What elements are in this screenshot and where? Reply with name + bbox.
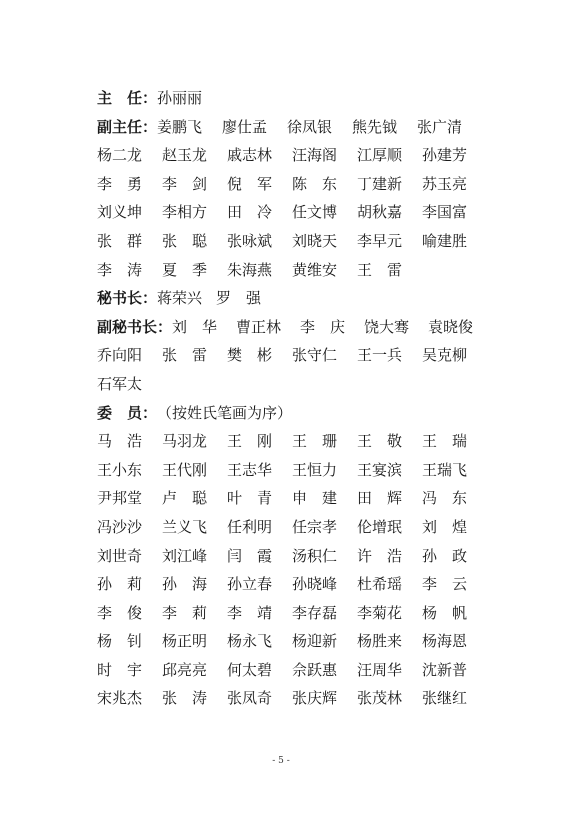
member-name: 杨 钊 bbox=[97, 632, 143, 651]
member-name: 何太碧 bbox=[227, 660, 273, 679]
member-name: 李国富 bbox=[422, 203, 468, 222]
section-label: 副主任： bbox=[97, 117, 158, 136]
name-row bbox=[97, 170, 497, 199]
member-name: 任文博 bbox=[292, 203, 338, 222]
member-name: 胡秋嘉 bbox=[357, 203, 403, 222]
member-name: 马 浩 bbox=[97, 432, 143, 451]
member-name: 廖仕孟 bbox=[222, 117, 268, 136]
member-name: 李 云 bbox=[422, 575, 468, 594]
member-name: 杨正明 bbox=[162, 632, 208, 651]
member-name: 刘世奇 bbox=[97, 546, 143, 565]
member-name: 王恒力 bbox=[292, 460, 338, 479]
member-list bbox=[97, 84, 497, 713]
member-name: 孙丽丽 bbox=[157, 89, 203, 107]
member-name: 刘 华 bbox=[172, 317, 218, 336]
member-name: 袁晓俊 bbox=[428, 317, 474, 336]
member-name: 喻建胜 bbox=[422, 231, 468, 250]
member-name: 李 俊 bbox=[97, 603, 143, 622]
member-name: 杨迎新 bbox=[292, 632, 338, 651]
member-name: 吴克柳 bbox=[422, 346, 468, 365]
member-name: 罗 强 bbox=[216, 289, 262, 308]
member-name: 任利明 bbox=[227, 517, 273, 536]
name-row bbox=[97, 256, 497, 285]
member-name: 王小东 bbox=[97, 460, 143, 479]
member-name: 徐凤银 bbox=[287, 117, 333, 136]
member-name: 黄维安 bbox=[292, 260, 338, 279]
member-name: 乔向阳 bbox=[97, 346, 143, 365]
member-name: 张茂林 bbox=[357, 689, 403, 708]
member-name: 杨胜来 bbox=[357, 632, 403, 651]
member-name: 王一兵 bbox=[357, 346, 403, 365]
section-label: 副秘书长： bbox=[97, 317, 173, 336]
section-line-1 bbox=[97, 113, 497, 142]
name-row bbox=[97, 484, 497, 513]
member-name: 王瑞飞 bbox=[422, 460, 468, 479]
member-name: 李早元 bbox=[357, 231, 403, 250]
member-name: 李 莉 bbox=[162, 603, 208, 622]
member-name: 孙晓峰 bbox=[292, 575, 338, 594]
member-name: 王 瑞 bbox=[422, 432, 468, 451]
member-name: 张 聪 bbox=[162, 231, 208, 250]
section-line-2 bbox=[97, 284, 497, 313]
member-name: 佘跃惠 bbox=[292, 660, 338, 679]
member-name: 宋兆杰 bbox=[97, 689, 143, 708]
name-row bbox=[97, 542, 497, 571]
member-name: 李 勇 bbox=[97, 174, 143, 193]
member-name: 杨 帆 bbox=[422, 603, 468, 622]
member-name: 冯 东 bbox=[422, 489, 468, 508]
member-name: 王志华 bbox=[227, 460, 273, 479]
member-name: 杨二龙 bbox=[97, 146, 143, 165]
name-row bbox=[97, 370, 497, 399]
member-name: 汪周华 bbox=[357, 660, 403, 679]
member-name: 王代刚 bbox=[162, 460, 208, 479]
member-name: 杨海恩 bbox=[422, 632, 468, 651]
member-name: 朱海燕 bbox=[227, 260, 273, 279]
member-name: 石军太 bbox=[97, 374, 143, 393]
member-name: 姜鹏飞 bbox=[157, 117, 203, 136]
member-name: 田 辉 bbox=[357, 489, 403, 508]
section-label: 主 任： bbox=[97, 89, 158, 107]
member-name: 张广清 bbox=[417, 117, 463, 136]
member-name: 张庆辉 bbox=[292, 689, 338, 708]
member-name: 许 浩 bbox=[357, 546, 403, 565]
member-name: 杨永飞 bbox=[227, 632, 273, 651]
member-name: 刘义坤 bbox=[97, 203, 143, 222]
member-name: 刘晓天 bbox=[292, 231, 338, 250]
member-name: 蒋荣兴 bbox=[157, 289, 203, 308]
member-name: 苏玉亮 bbox=[422, 174, 468, 193]
member-name: 丁建新 bbox=[357, 174, 403, 193]
member-name: 饶大骞 bbox=[364, 317, 410, 336]
member-name: 伦增珉 bbox=[357, 517, 403, 536]
member-name: 王宴滨 bbox=[357, 460, 403, 479]
name-row bbox=[97, 570, 497, 599]
member-name: 张 群 bbox=[97, 231, 143, 250]
section-line-4 bbox=[97, 399, 497, 428]
name-row bbox=[97, 513, 497, 542]
member-name: 兰义飞 bbox=[162, 517, 208, 536]
member-name: 戚志林 bbox=[227, 146, 273, 165]
member-name: 樊 彬 bbox=[227, 346, 273, 365]
member-name: 张凤奇 bbox=[227, 689, 273, 708]
section-line-0 bbox=[97, 84, 497, 113]
section-label: 委 员： bbox=[97, 403, 158, 422]
section-line-3 bbox=[97, 313, 497, 342]
name-row bbox=[97, 656, 497, 685]
member-name: 倪 军 bbox=[227, 174, 273, 193]
member-name: 沈新普 bbox=[422, 660, 468, 679]
member-name: 杜希瑶 bbox=[357, 575, 403, 594]
section-note: （按姓氏笔画为序） bbox=[157, 403, 293, 422]
name-row bbox=[97, 599, 497, 628]
member-name: 王 敬 bbox=[357, 432, 403, 451]
member-name: 孙建芳 bbox=[422, 146, 468, 165]
name-row bbox=[97, 427, 497, 456]
name-row bbox=[97, 627, 497, 656]
member-name: 孙 海 bbox=[162, 575, 208, 594]
page-number: - 5 - bbox=[272, 756, 290, 766]
member-name: 李 靖 bbox=[227, 603, 273, 622]
member-name: 曹正林 bbox=[236, 317, 282, 336]
member-name: 申 建 bbox=[292, 489, 338, 508]
member-name: 张守仁 bbox=[292, 346, 338, 365]
member-name: 李 涛 bbox=[97, 260, 143, 279]
member-name: 李 剑 bbox=[162, 174, 208, 193]
member-name: 李 庆 bbox=[300, 317, 346, 336]
member-name: 张咏斌 bbox=[227, 231, 273, 250]
name-row bbox=[97, 198, 497, 227]
member-name: 张继红 bbox=[422, 689, 468, 708]
member-name: 王 刚 bbox=[227, 432, 273, 451]
member-name: 王 珊 bbox=[292, 432, 338, 451]
name-row bbox=[97, 227, 497, 256]
name-row bbox=[97, 456, 497, 485]
member-name: 王 雷 bbox=[357, 260, 403, 279]
member-name: 刘江峰 bbox=[162, 546, 208, 565]
member-name: 汪海阁 bbox=[292, 146, 338, 165]
member-name: 时 宇 bbox=[97, 660, 143, 679]
member-name: 陈 东 bbox=[292, 174, 338, 193]
member-name: 孙 政 bbox=[422, 546, 468, 565]
name-row bbox=[97, 684, 497, 713]
member-name: 马羽龙 bbox=[162, 432, 208, 451]
member-name: 孙 莉 bbox=[97, 575, 143, 594]
member-name: 熊先钺 bbox=[352, 117, 398, 136]
member-name: 冯沙沙 bbox=[97, 517, 143, 536]
member-name: 刘 煌 bbox=[422, 517, 468, 536]
name-row bbox=[97, 141, 497, 170]
member-name: 张 涛 bbox=[162, 689, 208, 708]
member-name: 孙立春 bbox=[227, 575, 273, 594]
member-name: 李相方 bbox=[162, 203, 208, 222]
member-name: 叶 青 bbox=[227, 489, 273, 508]
member-name: 张 雷 bbox=[162, 346, 208, 365]
member-name: 夏 季 bbox=[162, 260, 208, 279]
member-name: 江厚顺 bbox=[357, 146, 403, 165]
member-name: 卢 聪 bbox=[162, 489, 208, 508]
member-name: 尹邦堂 bbox=[97, 489, 143, 508]
member-name: 任宗孝 bbox=[292, 517, 338, 536]
member-name: 赵玉龙 bbox=[162, 146, 208, 165]
name-row bbox=[97, 341, 497, 370]
section-label: 秘书长： bbox=[97, 289, 158, 308]
member-name: 李存磊 bbox=[292, 603, 338, 622]
member-name: 邱亮亮 bbox=[162, 660, 208, 679]
member-name: 闫 霞 bbox=[227, 546, 273, 565]
member-name: 田 冷 bbox=[227, 203, 273, 222]
member-name: 汤积仁 bbox=[292, 546, 338, 565]
member-name: 李菊花 bbox=[357, 603, 403, 622]
